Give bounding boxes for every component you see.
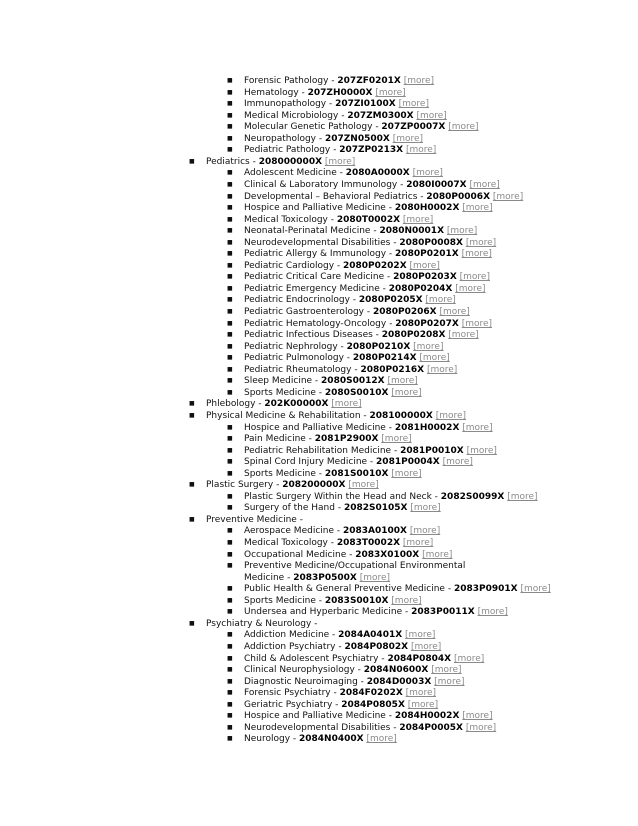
specialty-name: Pediatric Allergy & Immunology - xyxy=(244,249,396,259)
taxonomy-code: 2084P0804X xyxy=(387,654,452,664)
taxonomy-code: 2082S0105X xyxy=(343,503,408,513)
specialty-name: Pediatric Nephrology - xyxy=(244,342,347,352)
taxonomy-code: 2080P0210X xyxy=(346,342,411,352)
bullet-icon: ■ xyxy=(227,135,233,142)
bullet-icon: ■ xyxy=(189,516,195,523)
taxonomy-code: 2083P0901X xyxy=(453,584,518,594)
specialty-name: Pediatric Rehabilitation Medicine - xyxy=(244,446,401,456)
more-link[interactable]: [more] xyxy=(419,353,450,363)
more-link[interactable]: [more] xyxy=(405,688,436,698)
taxonomy-code: 2080A0000X xyxy=(345,168,410,178)
bullet-icon: ■ xyxy=(227,551,233,558)
taxonomy-code: 2080H0002X xyxy=(394,203,460,213)
bullet-icon: ■ xyxy=(227,354,233,361)
more-link[interactable]: [more] xyxy=(455,284,486,294)
specialty-name: Pediatrics - xyxy=(206,157,259,167)
taxonomy-code: 2080P0008X xyxy=(399,238,463,248)
bullet-icon: ■ xyxy=(227,250,233,257)
more-link[interactable]: [more] xyxy=(412,168,443,178)
more-link[interactable]: [more] xyxy=(465,238,497,248)
taxonomy-code: 2080P0203X xyxy=(393,272,457,282)
taxonomy-code: 208000000X xyxy=(258,157,323,167)
specialty-name: Spinal Cord Injury Medicine - xyxy=(244,457,377,467)
specialty-name: Neuropathology - xyxy=(244,134,325,144)
specialty-name: Hospice and Palliative Medicine - xyxy=(244,711,395,721)
taxonomy-code: 2080P0207X xyxy=(395,319,459,329)
taxonomy-code: 2084A0401X xyxy=(338,630,403,640)
specialty-name: Neurodevelopmental Disabilities - xyxy=(244,723,400,733)
specialty-name: Medical Microbiology - xyxy=(244,111,348,121)
bullet-icon: ■ xyxy=(227,597,233,604)
more-link[interactable]: [more] xyxy=(435,411,467,421)
bullet-icon: ■ xyxy=(227,724,233,731)
specialty-name: Occupational Medicine - xyxy=(244,550,356,560)
bullet-icon: ■ xyxy=(227,227,233,234)
specialty-name: Pediatric Gastroenterology - xyxy=(244,307,373,317)
more-link[interactable]: [more] xyxy=(348,480,379,490)
taxonomy-code: 2083P0011X xyxy=(411,607,475,617)
bullet-icon: ■ xyxy=(227,458,233,465)
bullet-icon: ■ xyxy=(227,389,233,396)
bullet-icon: ■ xyxy=(227,539,233,546)
bullet-icon: ■ xyxy=(227,493,233,500)
bullet-icon: ■ xyxy=(227,123,233,130)
taxonomy-code: 2083S0010X xyxy=(324,596,389,606)
more-link[interactable]: [more] xyxy=(425,295,456,305)
bullet-icon: ■ xyxy=(227,308,233,315)
bullet-icon: ■ xyxy=(189,620,195,627)
specialty-name: Pediatric Critical Care Medicine - xyxy=(244,272,394,282)
more-link[interactable]: [more] xyxy=(405,630,436,640)
more-link[interactable]: [more] xyxy=(398,99,429,109)
taxonomy-code: 207ZN0500X xyxy=(324,134,390,144)
taxonomy-code: 2082S0099X xyxy=(440,492,505,502)
more-link[interactable]: [more] xyxy=(434,677,465,687)
taxonomy-code: 207ZH0000X xyxy=(307,88,373,98)
specialty-name: Pediatric Emergency Medicine - xyxy=(244,284,389,294)
specialty-name: Geriatric Psychiatry - xyxy=(244,700,342,710)
taxonomy-code: 2084P0805X xyxy=(341,700,405,710)
taxonomy-code: 2080P0202X xyxy=(343,261,407,271)
specialty-name: Public Health & General Preventive Medicine - xyxy=(244,584,454,594)
more-link[interactable]: [more] xyxy=(410,642,442,652)
specialty-name: Adolescent Medicine - xyxy=(244,168,346,178)
more-link[interactable]: [more] xyxy=(403,76,435,86)
specialty-name: Neonatal-Perinatal Medicine - xyxy=(244,226,380,236)
bullet-icon: ■ xyxy=(189,412,195,419)
more-link[interactable]: [more] xyxy=(439,307,470,317)
taxonomy-code: 2084P0005X xyxy=(399,723,463,733)
bullet-icon: ■ xyxy=(227,712,233,719)
bullet-icon: ■ xyxy=(227,562,233,569)
bullet-icon: ■ xyxy=(189,400,195,407)
more-link[interactable]: [more] xyxy=(492,192,524,202)
more-link[interactable]: [more] xyxy=(462,711,493,721)
taxonomy-code: 2080P0006X xyxy=(426,192,491,202)
more-link[interactable]: [more] xyxy=(392,134,424,144)
specialty-name: Undersea and Hyperbaric Medicine - xyxy=(244,607,412,617)
bullet-icon: ■ xyxy=(189,158,195,165)
taxonomy-code: 2080T0002X xyxy=(336,215,401,225)
more-link[interactable]: [more] xyxy=(391,388,422,398)
bullet-icon: ■ xyxy=(227,331,233,338)
bullet-icon: ■ xyxy=(227,631,233,638)
bullet-icon: ■ xyxy=(227,343,233,350)
taxonomy-code: 2080P0214X xyxy=(352,353,417,363)
more-link[interactable]: [more] xyxy=(359,573,391,583)
more-link[interactable]: [more] xyxy=(431,665,462,675)
bullet-icon: ■ xyxy=(227,655,233,662)
taxonomy-code: 202K00000X xyxy=(264,399,329,409)
taxonomy-code: 2081S0010X xyxy=(324,469,389,479)
more-link[interactable]: [more] xyxy=(375,88,406,98)
specialty-name: Child & Adolescent Psychiatry - xyxy=(244,654,388,664)
taxonomy-code: 2083A0100X xyxy=(342,526,407,536)
more-link[interactable]: [more] xyxy=(426,365,458,375)
taxonomy-code: 2084P0802X xyxy=(344,642,409,652)
bullet-icon: ■ xyxy=(227,689,233,696)
more-link[interactable]: [more] xyxy=(366,734,397,744)
taxonomy-code: 2080P0216X xyxy=(360,365,425,375)
bullet-icon: ■ xyxy=(227,181,233,188)
more-link[interactable]: [more] xyxy=(448,330,479,340)
more-link[interactable]: [more] xyxy=(381,434,412,444)
specialty-name: Diagnostic Neuroimaging - xyxy=(244,677,367,687)
specialty-name: Sleep Medicine - xyxy=(244,376,322,386)
specialty-name: Pediatric Cardiology - xyxy=(244,261,343,271)
bullet-icon: ■ xyxy=(227,273,233,280)
specialty-name: Molecular Genetic Pathology - xyxy=(244,122,382,132)
taxonomy-code: 207ZP0213X xyxy=(339,145,404,155)
specialty-name: Pediatric Infectious Diseases - xyxy=(244,330,382,340)
bullet-icon: ■ xyxy=(227,193,233,200)
bullet-icon: ■ xyxy=(227,701,233,708)
more-link[interactable]: [more] xyxy=(446,226,478,236)
specialty-name: Plastic Surgery Within the Head and Neck - xyxy=(244,492,441,502)
taxonomy-code: 207ZM0300X xyxy=(347,111,414,121)
taxonomy-code: 208200000X xyxy=(282,480,346,490)
more-link[interactable]: [more] xyxy=(442,457,473,467)
bullet-icon: ■ xyxy=(227,435,233,442)
bullet-icon: ■ xyxy=(227,169,233,176)
specialty-name: Phlebology - xyxy=(206,399,265,409)
more-link[interactable]: [more] xyxy=(520,584,551,594)
taxonomy-code: 2081P0010X xyxy=(400,446,464,456)
bullet-icon: ■ xyxy=(227,77,233,84)
more-link[interactable]: [more] xyxy=(453,654,485,664)
taxonomy-code: 2083X0100X xyxy=(355,550,420,560)
taxonomy-code: 2081P2900X xyxy=(314,434,379,444)
bullet-icon: ■ xyxy=(227,678,233,685)
bullet-icon: ■ xyxy=(227,112,233,119)
specialty-name: Surgery of the Hand - xyxy=(244,503,344,513)
more-link[interactable]: [more] xyxy=(331,399,362,409)
more-link[interactable]: [more] xyxy=(459,272,490,282)
taxonomy-code: 2080P0201X xyxy=(395,249,459,259)
more-link[interactable]: [more] xyxy=(391,469,422,479)
more-link[interactable]: [more] xyxy=(405,145,437,155)
taxonomy-code: 2083P0500X xyxy=(293,573,357,583)
taxonomy-code: 2080P0205X xyxy=(358,295,423,305)
specialty-name: Preventive Medicine/Occupational Environmental xyxy=(244,561,466,571)
bullet-icon: ■ xyxy=(227,204,233,211)
specialty-name: Physical Medicine & Rehabilitation - xyxy=(206,411,370,421)
specialty-name: Sports Medicine - xyxy=(244,596,325,606)
more-link[interactable]: [more] xyxy=(402,215,434,225)
specialty-name: Medicine - xyxy=(244,573,294,583)
more-link[interactable]: [more] xyxy=(469,180,500,190)
specialty-name: Hospice and Palliative Medicine - xyxy=(244,423,395,433)
specialty-name: Addiction Medicine - xyxy=(244,630,339,640)
bullet-icon: ■ xyxy=(227,447,233,454)
bullet-icon: ■ xyxy=(227,470,233,477)
specialty-name: Clinical Neurophysiology - xyxy=(244,665,364,675)
more-link[interactable]: [more] xyxy=(387,376,418,386)
more-link[interactable]: [more] xyxy=(477,607,508,617)
specialty-name: Addiction Psychiatry - xyxy=(244,642,345,652)
bullet-icon: ■ xyxy=(227,377,233,384)
specialty-name: Psychiatry & Neurology - xyxy=(206,619,318,629)
taxonomy-code: 2081H0002X xyxy=(394,423,460,433)
specialty-name: Clinical & Laboratory Immunology - xyxy=(244,180,407,190)
more-link[interactable]: [more] xyxy=(448,122,479,132)
specialty-name: Developmental – Behavioral Pediatrics - xyxy=(244,192,427,202)
more-link[interactable]: [more] xyxy=(402,538,434,548)
specialty-name: Neurodevelopmental Disabilities - xyxy=(244,238,400,248)
taxonomy-code: 2080S0012X xyxy=(321,376,385,386)
specialty-name: Pediatric Hematology-Oncology - xyxy=(244,319,396,329)
more-link[interactable]: [more] xyxy=(413,342,444,352)
taxonomy-code: 207ZI0100X xyxy=(335,99,396,109)
more-link[interactable]: [more] xyxy=(391,596,422,606)
bullet-icon: ■ xyxy=(189,481,195,488)
more-link[interactable]: [more] xyxy=(422,550,453,560)
bullet-icon: ■ xyxy=(227,366,233,373)
bullet-icon: ■ xyxy=(227,296,233,303)
specialty-name: Plastic Surgery - xyxy=(206,480,283,490)
taxonomy-code: 2080P0204X xyxy=(388,284,453,294)
more-link[interactable]: [more] xyxy=(461,319,493,329)
taxonomy-code: 2084H0002X xyxy=(394,711,460,721)
bullet-icon: ■ xyxy=(227,89,233,96)
bullet-icon: ■ xyxy=(227,608,233,615)
bullet-icon: ■ xyxy=(227,146,233,153)
bullet-icon: ■ xyxy=(227,735,233,742)
taxonomy-code: 2080N0001X xyxy=(379,226,445,236)
bullet-icon: ■ xyxy=(227,239,233,246)
taxonomy-code: 2081P0004X xyxy=(376,457,440,467)
specialty-name: Neurology - xyxy=(244,734,299,744)
more-link[interactable]: [more] xyxy=(461,249,492,259)
taxonomy-code: 2080P0208X xyxy=(381,330,446,340)
taxonomy-code: 2083T0002X xyxy=(336,538,401,548)
specialty-name: Pediatric Pulmonology - xyxy=(244,353,353,363)
specialty-name: Hospice and Palliative Medicine - xyxy=(244,203,395,213)
specialty-name: Medical Toxicology - xyxy=(244,215,337,225)
specialty-name: Pain Medicine - xyxy=(244,434,315,444)
specialty-name: Aerospace Medicine - xyxy=(244,526,343,536)
bullet-icon: ■ xyxy=(227,216,233,223)
more-link[interactable]: [more] xyxy=(324,157,356,167)
taxonomy-code: 2080P0206X xyxy=(372,307,437,317)
more-link[interactable]: [more] xyxy=(466,446,497,456)
more-link[interactable]: [more] xyxy=(465,723,497,733)
taxonomy-code: 207ZF0201X xyxy=(337,76,401,86)
more-link[interactable]: [more] xyxy=(409,261,440,271)
bullet-icon: ■ xyxy=(227,666,233,673)
bullet-icon: ■ xyxy=(227,262,233,269)
specialty-name: Sports Medicine - xyxy=(244,469,325,479)
more-link[interactable]: [more] xyxy=(416,111,447,121)
more-link[interactable]: [more] xyxy=(410,503,441,513)
specialty-name: Forensic Psychiatry - xyxy=(244,688,340,698)
taxonomy-code: 207ZP0007X xyxy=(381,122,446,132)
more-link[interactable]: [more] xyxy=(407,700,439,710)
taxonomy-code: 2080S0010X xyxy=(324,388,389,398)
more-link[interactable]: [more] xyxy=(462,203,493,213)
bullet-icon: ■ xyxy=(227,504,233,511)
bullet-icon: ■ xyxy=(227,643,233,650)
specialty-name: Medical Toxicology - xyxy=(244,538,337,548)
taxonomy-code: 2084N0400X xyxy=(299,734,364,744)
bullet-icon: ■ xyxy=(227,424,233,431)
more-link[interactable]: [more] xyxy=(409,526,441,536)
more-link[interactable]: [more] xyxy=(507,492,538,502)
specialty-name: Sports Medicine - xyxy=(244,388,325,398)
bullet-icon: ■ xyxy=(227,585,233,592)
more-link[interactable]: [more] xyxy=(462,423,493,433)
bullet-icon: ■ xyxy=(227,100,233,107)
taxonomy-code: 2084N0600X xyxy=(363,665,429,675)
specialty-name: Pediatric Pathology - xyxy=(244,145,340,155)
specialty-name: Pediatric Endocrinology - xyxy=(244,295,359,305)
taxonomy-code: 2084F0202X xyxy=(339,688,403,698)
taxonomy-code: 2080I0007X xyxy=(406,180,467,190)
bullet-icon: ■ xyxy=(227,527,233,534)
specialty-name: Forensic Pathology - xyxy=(244,76,338,86)
taxonomy-code: 2084D0003X xyxy=(366,677,432,687)
specialty-name: Immunopathology - xyxy=(244,99,336,109)
specialty-name: Hematology - xyxy=(244,88,308,98)
bullet-icon: ■ xyxy=(227,285,233,292)
specialty-name: Pediatric Rheumatology - xyxy=(244,365,361,375)
specialty-name: Preventive Medicine - xyxy=(206,515,303,525)
bullet-icon: ■ xyxy=(227,320,233,327)
taxonomy-code: 208100000X xyxy=(369,411,433,421)
